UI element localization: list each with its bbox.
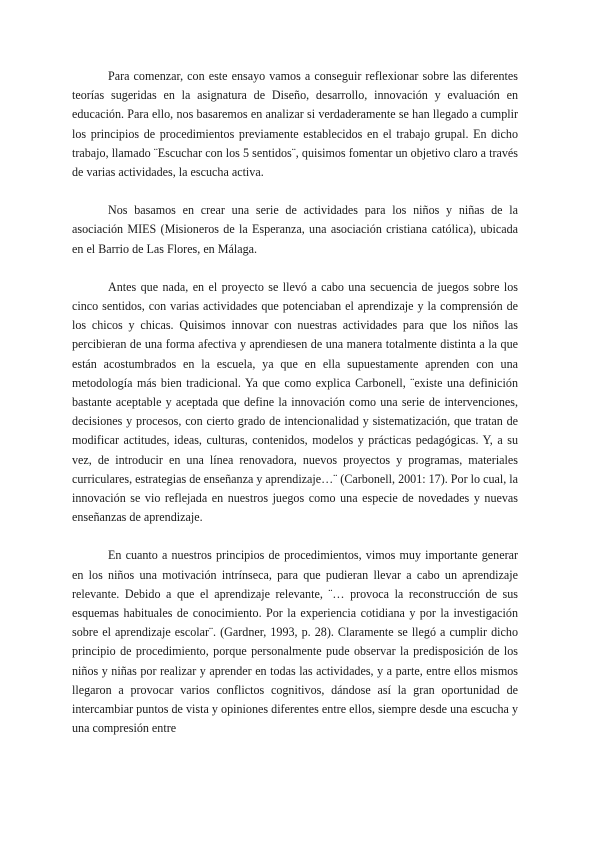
paragraph-principles: En cuanto a nuestros principios de procedimientos, vimos muy importante generar en los niños una motivación intrínseca, para que pudieran llevar a cabo un aprendizaje relevante. Debido a que el aprendizaje relevante, ¨… provoca la reconstrucción de sus esquemas habituales de conocimiento. Por la experiencia cotidiana y por la investigación sobre el aprendizaje escolar¨. (Gardner, 1993, p. 28). Claramente se llegó a cumplir dicho principio de procedimiento, porque personalmente pude observar la predisposición de los niños y niñas por realizar y aprender en todas las actividades, y a parte, entre ellos mismos llegaron a provocar varios conflictos cognitivos, dándose así la gran oportunidad de intercambiar puntos de vista y opiniones diferentes entre ellos, siempre desde una escucha y una compresión entre — [72, 548, 518, 736]
paragraph-introduction: Para comenzar, con este ensayo vamos a conseguir reflexionar sobre las diferentes teorías sugeridas en la asignatura de Diseño, desarrollo, innovación y evaluación en educación. Para ello, nos basaremos en analizar si verdaderamente se han llegado a cumplir los principios de procedimientos previamente establecidos en el trabajo grupal. En dicho trabajo, llamado ¨Escuchar con los 5 sentidos¨, quisimos fomentar un objetivo claro a través de varias actividades, la escucha activa. — [72, 69, 518, 180]
document-page — [72, 67, 518, 758]
paragraph-innovation: Antes que nada, en el proyecto se llevó a cabo una secuencia de juegos sobre los cinco sentidos, con varias actividades que potenciaban el aprendizaje y la comprensión de los chicos y chicas. Quisimos innovar con nuestras actividades para que los niños las percibieran de una forma afectiva y aprendiesen de una manera totalmente distinta a la que están acostumbrados en la escuela, ya que en ella supuestamente aprenden con una metodología más bien tradicional. Ya que como explica Carbonell, ¨existe una definición bastante aceptable y aceptada que define la innovación como una serie de intervenciones, decisiones y procesos, con cierto grado de intencionalidad y sistematización, que tratan de modificar actitudes, ideas, culturas, contenidos, modelos y prácticas pedagógicas. Y, a su vez, de introducir en una línea renovadora, nuevos proyectos y programas, materiales curriculares, estrategias de enseñanza y aprendizaje…¨ (Carbonell, 2001: 17). Por lo cual, la innovación se vio reflejada en nuestros juegos como una especie de novedades y nuevas enseñanzas de aprendizaje. — [72, 279, 518, 525]
paragraph-association: Nos basamos en crear una serie de actividades para los niños y niñas de la asociación MIES (Misioneros de la Esperanza, una asociación cristiana católica), ubicada en el Barrio de Las Flores, en Málaga. — [72, 203, 518, 256]
